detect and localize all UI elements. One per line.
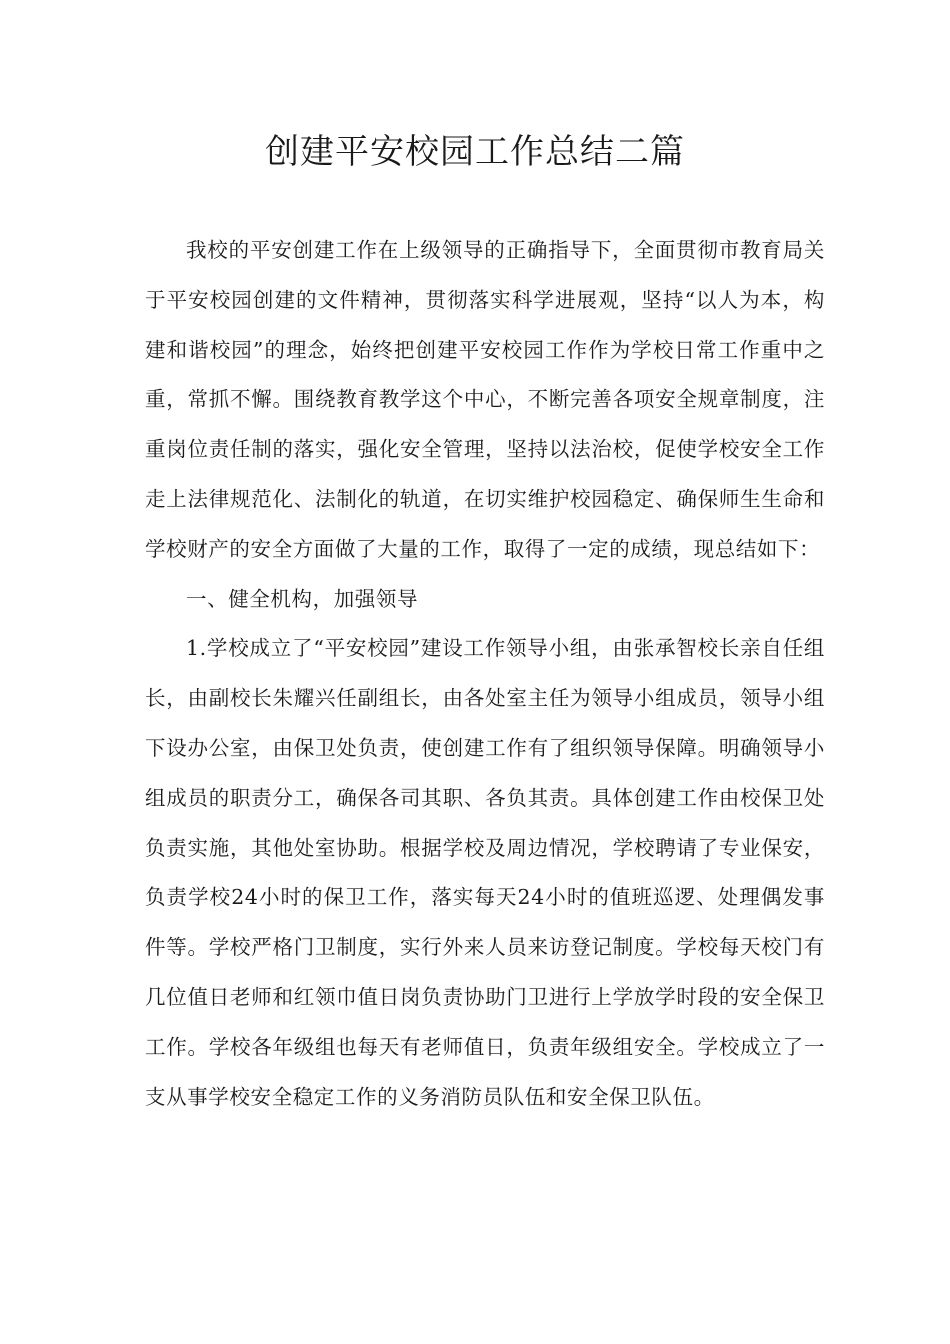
intro-paragraph: 我校的平安创建工作在上级领导的正确指导下，全面贯彻市教育局关于平安校园创建的文件精神，贯彻落实科学进展观，坚持“以人为本，构建和谐校园”的理念，始终把创建平安校园工作作为学校日常工作重中之重，常抓不懈。围绕教育教学这个中心，不断完善各项安全规章制度，注重岗位责任制的落实，强化安全管理，坚持以法治校，促使学校安全工作走上法律规范化、法制化的轨道，在切实维护校园稳定、确保师生生命和学校财产的安全方面做了大量的工作，取得了一定的成绩，现总结如下：	[145, 238, 825, 561]
section-paragraph: 1.学校成立了“平安校园”建设工作领导小组，由张承智校长亲自任组长，由副校长朱耀兴任副组长，由各处室主任为领导小组成员，领导小组下设办公室，由保卫处负责，使创建工作有了组织领导保障。明确领导小组成员的职责分工，确保各司其职、各负其责。具体创建工作由校保卫处负责实施，其他处室协助。根据学校及周边情况，学校聘请了专业保安，负责学校24小时的保卫工作，落实每天24小时的值班巡逻、处理偶发事件等。学校严格门卫制度，实行外来人员来访登记制度。学校每天校门有几位值日老师和红领巾值日岗负责协助门卫进行上学放学时段的安全保卫工作。学校各年级组也每天有老师值日，负责年级组安全。学校成立了一支从事学校安全稳定工作的义务消防员队伍和安全保卫队伍。	[145, 636, 825, 1109]
section-heading: 一、健全机构，加强领导	[186, 586, 419, 611]
document-body	[145, 226, 825, 1122]
document-title: 创建平安校园工作总结二篇	[265, 132, 685, 172]
